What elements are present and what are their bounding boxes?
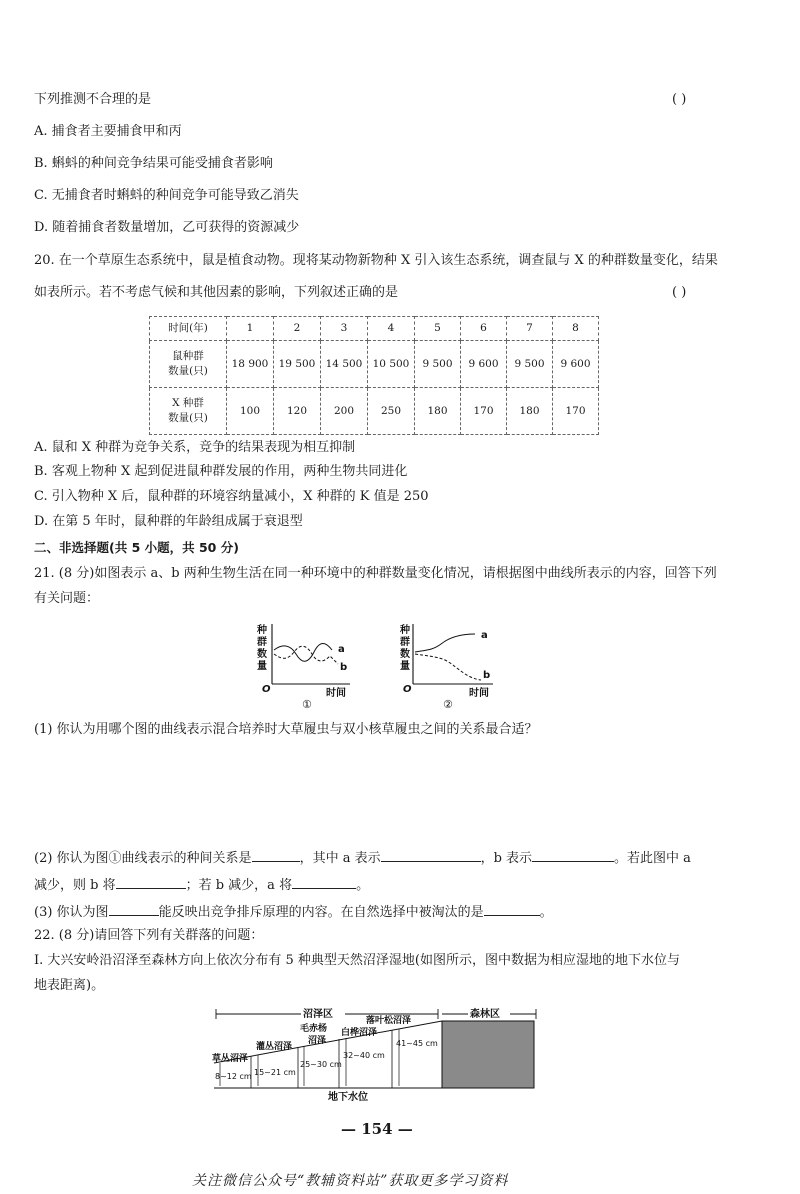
- table-year: 2: [274, 317, 321, 341]
- page-number: — 154 —: [341, 1120, 413, 1138]
- q19-option-d: D. 随着捕食者数量增加，乙可获得的资源减少: [34, 220, 300, 235]
- answer-blank[interactable]: [292, 876, 356, 889]
- table-cell: 10 500: [368, 341, 415, 388]
- footer-note: 关注微信公众号“教辅资料站”获取更多学习资料: [192, 1173, 509, 1189]
- svg-text:41~45 cm: 41~45 cm: [396, 1039, 438, 1048]
- table-year: 5: [415, 317, 461, 341]
- svg-text:时间: 时间: [469, 688, 489, 699]
- q20-stem-line2: 如表所示。若不考虑气候和其他因素的影响，下列叙述正确的是: [34, 285, 399, 300]
- svg-text:灌丛沼泽: 灌丛沼泽: [256, 1042, 293, 1052]
- table-row-label: X 种群 数量(只): [150, 388, 227, 435]
- svg-text:沼泽: 沼泽: [308, 1036, 327, 1046]
- table-cell: 19 500: [274, 341, 321, 388]
- svg-text:群: 群: [257, 637, 267, 648]
- q20-option-b: B. 客观上物种 X 起到促进鼠种群发展的作用，两种生物共同进化: [34, 464, 408, 479]
- q21-stem-line2: 有关问题：: [34, 591, 100, 606]
- table-cell: 9 600: [553, 341, 599, 388]
- svg-text:毛赤杨: 毛赤杨: [300, 1024, 328, 1034]
- q22-part1-line1: Ⅰ. 大兴安岭沿沼泽至森林方向上依次分布有 5 种典型天然沼泽湿地(如图所示，图中数据为相应湿地的地下水位与: [34, 953, 681, 968]
- table-cell: 250: [368, 388, 415, 435]
- table-year: 3: [321, 317, 368, 341]
- table-cell: 9 500: [507, 341, 553, 388]
- answer-blank[interactable]: [532, 849, 614, 862]
- q22-stem: 22. (8 分)请回答下列有关群落的问题：: [34, 928, 264, 943]
- table-cell: 120: [274, 388, 321, 435]
- answer-blank[interactable]: [109, 903, 159, 916]
- answer-blank[interactable]: [484, 903, 540, 916]
- svg-text:种: 种: [400, 625, 410, 636]
- svg-text:a: a: [481, 630, 488, 641]
- svg-text:草丛沼泽: 草丛沼泽: [212, 1054, 249, 1064]
- svg-text:量: 量: [400, 661, 410, 672]
- table-row-mouse: [150, 341, 599, 388]
- svg-text:15~21 cm: 15~21 cm: [254, 1068, 296, 1077]
- svg-text:量: 量: [257, 661, 267, 672]
- table-year: 7: [507, 317, 553, 341]
- q19-option-c: C. 无捕食者时蝌蚪的种间竞争可能导致乙消失: [34, 188, 299, 203]
- svg-text:群: 群: [400, 637, 410, 648]
- answer-blank[interactable]: [381, 849, 481, 862]
- q20-stem-line1: 20. 在一个草原生态系统中，鼠是植食动物。现将某动物新物种 X 引入该生态系统，调查鼠与 X 的种群数量变化，结果: [34, 253, 718, 268]
- population-graph-1: [250, 622, 380, 712]
- wetland-diagram: [206, 1003, 546, 1103]
- svg-text:O: O: [262, 684, 271, 695]
- svg-text:O: O: [403, 684, 412, 695]
- section-heading: 二、非选择题(共 5 小题，共 50 分): [34, 540, 239, 555]
- table-year: 6: [461, 317, 507, 341]
- q22-part1-line2: 地表距离)。: [34, 978, 105, 993]
- answer-blank[interactable]: [116, 876, 186, 889]
- q19-option-a: A. 捕食者主要捕食甲和丙: [34, 124, 182, 139]
- q21-sub2-line1: (2) 你认为图①曲线表示的种间关系是 ，其中 a 表示 ，b 表示 。若此图中 a: [34, 851, 691, 866]
- svg-text:32~40 cm: 32~40 cm: [343, 1051, 385, 1060]
- answer-blank[interactable]: [252, 849, 300, 862]
- svg-text:8~12 cm: 8~12 cm: [215, 1072, 252, 1081]
- svg-text:b: b: [483, 670, 491, 681]
- curve-a: [274, 644, 332, 662]
- table-cell: 180: [507, 388, 553, 435]
- q21-sub2-line2: 减少，则 b 将 ；若 b 减少，a 将 。: [34, 878, 370, 893]
- table-cell: 170: [461, 388, 507, 435]
- q20-option-a: A. 鼠和 X 种群为竞争关系，竞争的结果表现为相互抑制: [34, 440, 356, 455]
- table-header-row: [150, 317, 599, 341]
- q21-sub3: (3) 你认为图 能反映出竞争排斥原理的内容。在自然选择中被淘汰的是 。: [34, 905, 553, 920]
- table-cell: 100: [227, 388, 274, 435]
- q19-answer-paren: ( ): [672, 92, 687, 107]
- svg-text:种: 种: [257, 625, 267, 636]
- table-cell: 180: [415, 388, 461, 435]
- curve-a: [415, 634, 475, 652]
- svg-text:地下水位: 地下水位: [328, 1092, 368, 1103]
- table-row-label: 鼠种群 数量(只): [150, 341, 227, 388]
- forest-block: [442, 1021, 534, 1088]
- svg-text:白桦沼泽: 白桦沼泽: [341, 1028, 378, 1038]
- table-year: 8: [553, 317, 599, 341]
- svg-text:落叶松沼泽: 落叶松沼泽: [366, 1016, 412, 1026]
- q20-answer-paren: ( ): [672, 285, 687, 300]
- forest-zone-label: 森林区: [470, 1009, 500, 1020]
- table-year: 4: [368, 317, 415, 341]
- q21-stem-line1: 21. (8 分)如图表示 a、b 两种生物生活在同一种环境中的种群数量变化情况，请根据图中曲线所表示的内容，回答下列: [34, 566, 717, 581]
- svg-text:①: ①: [302, 698, 312, 711]
- table-cell: 200: [321, 388, 368, 435]
- svg-text:a: a: [338, 644, 345, 655]
- table-cell: 9 600: [461, 341, 507, 388]
- table-cell: 170: [553, 388, 599, 435]
- svg-text:时间: 时间: [326, 688, 346, 699]
- svg-text:数: 数: [400, 649, 410, 660]
- svg-text:②: ②: [443, 698, 453, 711]
- curve-b: [415, 654, 481, 680]
- table-year: 1: [227, 317, 274, 341]
- svg-text:b: b: [340, 662, 348, 673]
- table-header-label: 时间(年): [150, 317, 227, 341]
- table-cell: 14 500: [321, 341, 368, 388]
- q19-option-b: B. 蝌蚪的种间竞争结果可能受捕食者影响: [34, 156, 273, 171]
- q20-option-c: C. 引入物种 X 后，鼠种群的环境容纳量减小，X 种群的 K 值是 250: [34, 489, 429, 504]
- svg-text:25~30 cm: 25~30 cm: [300, 1060, 342, 1069]
- q19-stem: 下列推测不合理的是: [34, 92, 152, 107]
- table-cell: 18 900: [227, 341, 274, 388]
- q21-sub1: (1) 你认为用哪个图的曲线表示混合培养时大草履虫与双小核草履虫之间的关系最合适？: [34, 722, 538, 737]
- population-graph-2: [393, 622, 523, 712]
- table-row-x: [150, 388, 599, 435]
- population-table: [149, 316, 599, 435]
- svg-text:数: 数: [257, 649, 267, 660]
- marsh-zone-label: 沼泽区: [303, 1009, 333, 1020]
- q20-option-d: D. 在第 5 年时，鼠种群的年龄组成属于衰退型: [34, 514, 303, 529]
- table-cell: 9 500: [415, 341, 461, 388]
